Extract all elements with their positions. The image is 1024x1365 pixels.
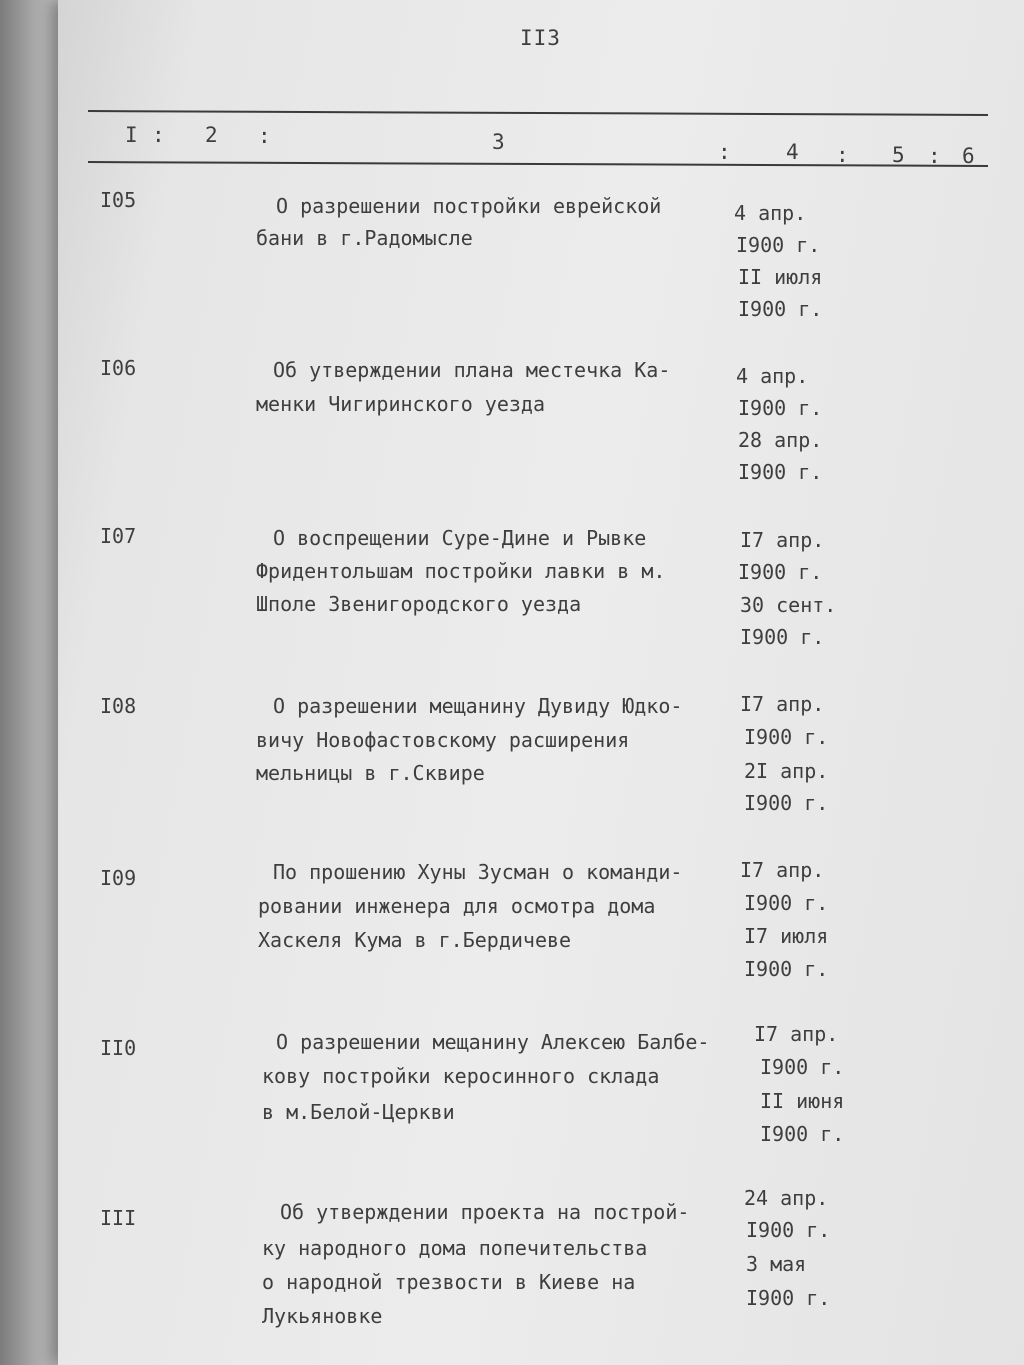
row-date-line: I900 г.: [760, 1055, 845, 1079]
row-title-line: Об утверждении плана местечка Ка-: [273, 358, 671, 382]
row-number: I05: [100, 188, 137, 212]
row-date-line: I900 г.: [760, 1122, 845, 1146]
row-date-line: 4 апр.: [734, 201, 807, 225]
row-date-line: II июля: [738, 265, 823, 289]
column-separator: :: [928, 144, 941, 168]
row-date-line: I7 апр.: [740, 858, 825, 882]
row-title-line: О разрешении постройки еврейской: [276, 194, 662, 218]
row-title-line: ку народного дома попечительства: [262, 1236, 648, 1260]
row-title-line: в м.Белой-Церкви: [262, 1100, 455, 1124]
row-title-line: вичу Новофастовскому расширения: [256, 728, 630, 752]
row-date-line: I900 г.: [736, 233, 821, 257]
row-title-line: Шполе Звенигородского уезда: [256, 592, 582, 616]
row-title-line: Хаскеля Кума в г.Бердичеве: [258, 928, 572, 952]
row-title-line: О разрешении мещанину Дувиду Юдко-: [273, 694, 683, 718]
column-header-1: I: [125, 123, 138, 147]
row-title-line: О разрешении мещанину Алексею Балбе-: [276, 1030, 710, 1054]
row-date-line: 24 апр.: [744, 1186, 829, 1210]
column-header-5: 5: [892, 143, 905, 167]
row-date-line: I900 г.: [738, 297, 823, 321]
row-date-line: I900 г.: [744, 791, 829, 815]
column-header-4: 4: [786, 140, 799, 164]
row-date-line: I900 г.: [744, 725, 829, 749]
row-date-line: I7 апр.: [754, 1022, 839, 1046]
row-title-line: О воспрещении Суре-Дине и Рывке: [273, 526, 647, 550]
row-date-line: I900 г.: [746, 1286, 831, 1310]
row-date-line: I7 июля: [744, 924, 829, 948]
row-number: I08: [100, 694, 137, 718]
column-header-2: 2: [205, 123, 218, 147]
row-date-line: I7 апр.: [740, 692, 825, 716]
row-date-line: I900 г.: [744, 957, 829, 981]
row-date-line: 3 мая: [746, 1252, 807, 1276]
row-title-line: ровании инженера для осмотра дома: [258, 894, 656, 918]
row-number: I09: [100, 866, 137, 890]
row-title-line: менки Чигиринского уезда: [256, 392, 545, 416]
row-date-line: I900 г.: [740, 625, 825, 649]
row-number: I07: [100, 524, 137, 548]
row-number: I06: [100, 356, 137, 380]
column-separator: :: [258, 124, 271, 148]
row-date-line: 30 сент.: [740, 593, 837, 617]
row-date-line: I900 г.: [738, 460, 823, 484]
row-title-line: По прошению Хуны Зусман о команди-: [273, 860, 683, 884]
row-title-line: кову постройки керосинного склада: [262, 1064, 660, 1088]
row-date-line: 2I апр.: [744, 759, 829, 783]
row-date-line: I900 г.: [738, 396, 823, 420]
column-header-3: 3: [492, 130, 505, 154]
row-date-line: I900 г.: [744, 891, 829, 915]
row-date-line: 28 апр.: [738, 428, 823, 452]
row-date-line: I900 г.: [746, 1218, 831, 1242]
row-date-line: I7 апр.: [740, 528, 825, 552]
column-separator: :: [152, 123, 165, 147]
column-separator: :: [836, 143, 849, 167]
row-date-line: 4 апр.: [736, 364, 809, 388]
row-date-line: I900 г.: [738, 560, 823, 584]
row-title-line: мельницы в г.Сквире: [256, 761, 485, 785]
row-number: II0: [100, 1036, 137, 1060]
row-date-line: II июня: [760, 1089, 845, 1113]
column-header-6: 6: [962, 144, 975, 168]
row-title-line: Об утверждении проекта на построй-: [280, 1200, 690, 1224]
column-separator: :: [718, 140, 731, 164]
row-title-line: бани в г.Радомысле: [256, 226, 473, 250]
row-title-line: о народной трезвости в Киеве на: [262, 1270, 636, 1294]
row-title-line: Фридентольшам постройки лавки в м.: [256, 559, 666, 583]
row-title-line: Лукьяновке: [262, 1304, 383, 1328]
row-number: III: [100, 1206, 137, 1230]
book-spine-shadow: [0, 0, 58, 1365]
page-number: II3: [520, 26, 561, 50]
